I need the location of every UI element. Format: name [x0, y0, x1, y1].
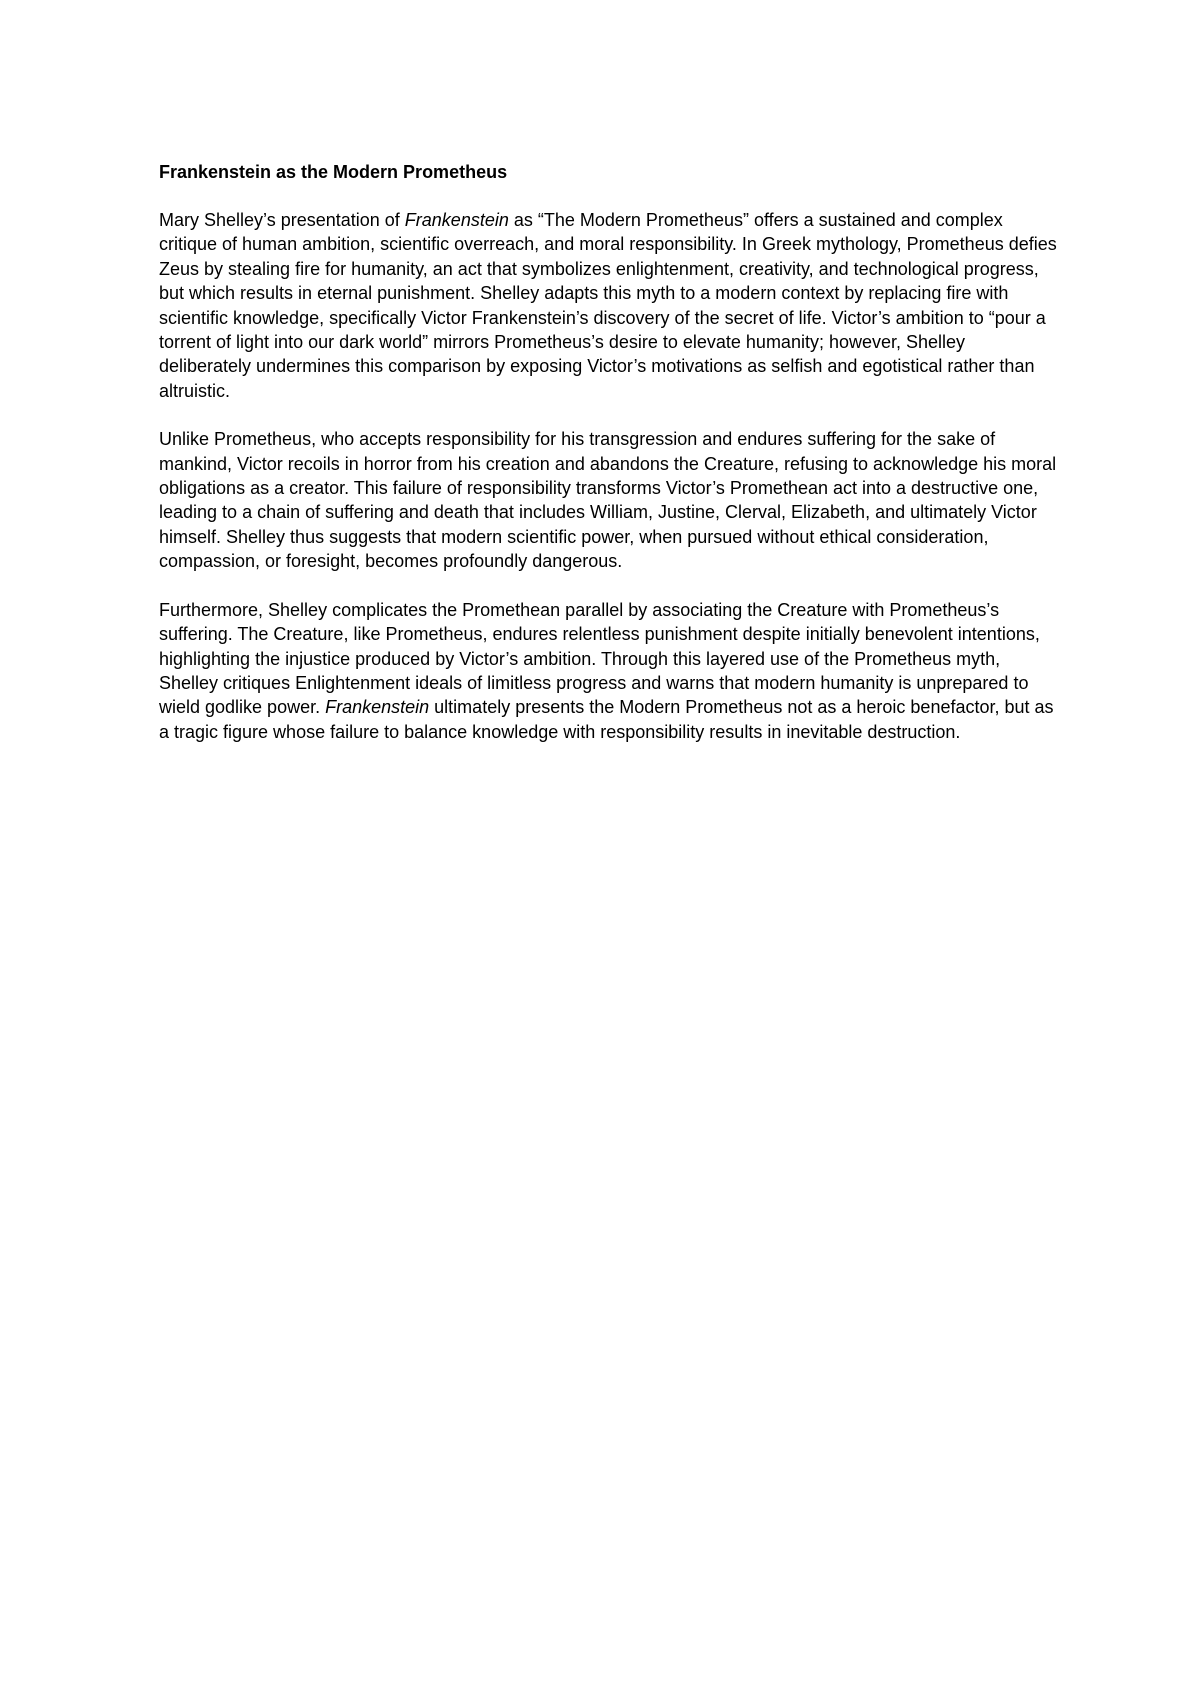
- paragraph-2-text: Unlike Prometheus, who accepts responsibility for his transgression and endures suffering for the sake of mankind, Victor recoils in horror from his creation and abandons the Creature, refusing to acknowledge his moral obligations as a creator. This failure of responsibility transforms Victor’s Promethean act into a destructive one, leading to a chain of suffering and death that includes William, Justine, Clerval, Elizabeth, and ultimately Victor himself. Shelley thus suggests that modern scientific power, when pursued without ethical consideration, compassion, or foresight, becomes profoundly dangerous.: [159, 429, 1057, 572]
- paragraph-3-italic-title: Frankenstein: [325, 697, 430, 718]
- paragraph-1-text-a: Mary Shelley’s presentation of: [159, 210, 405, 230]
- paragraph-1-italic-title: Frankenstein: [404, 210, 509, 230]
- document-title: Frankenstein as the Modern Prometheus: [159, 162, 508, 182]
- paragraph-3: [159, 598, 1059, 744]
- paragraph-3-text-b: ultimately presents the Modern Prometheus not as a heroic benefactor, but as a tragic figure whose failure to balance knowledge with responsibility results in inevitable destruction.: [159, 697, 1054, 742]
- document-body: [159, 160, 1059, 768]
- paragraph-2: [159, 427, 1059, 573]
- paragraph-1: [159, 208, 1059, 403]
- paragraph-3-text-a: Furthermore, Shelley complicates the Promethean parallel by associating the Creature with Prometheus’s suffering. The Creature, like Prometheus, endures relentless punishment despite initially benevolent intentions, highlighting the injustice produced by Victor’s ambition. Through this layered use of the Prometheus myth, Shelley critiques Enlightenment ideals of limitless progress and warns that modern humanity is unprepared to wield godlike power.: [159, 599, 1040, 718]
- paragraph-1-text-b: as “The Modern Prometheus” offers a sustained and complex critique of human ambition, scientific overreach, and moral responsibility. In Greek mythology, Prometheus defies Zeus by stealing fire for humanity, an act that symbolizes enlightenment, creativity, and technological progress, but which results in eternal punishment. Shelley adapts this myth to a modern context by replacing fire with scientific knowledge, specifically Victor Frankenstein’s discovery of the secret of life. Victor’s ambition to “pour a torrent of light into our dark world” mirrors Prometheus’s desire to elevate humanity; however, Shelley deliberately undermines this comparison by exposing Victor’s motivations as selfish and egotistical rather than altruistic.: [159, 210, 1057, 401]
